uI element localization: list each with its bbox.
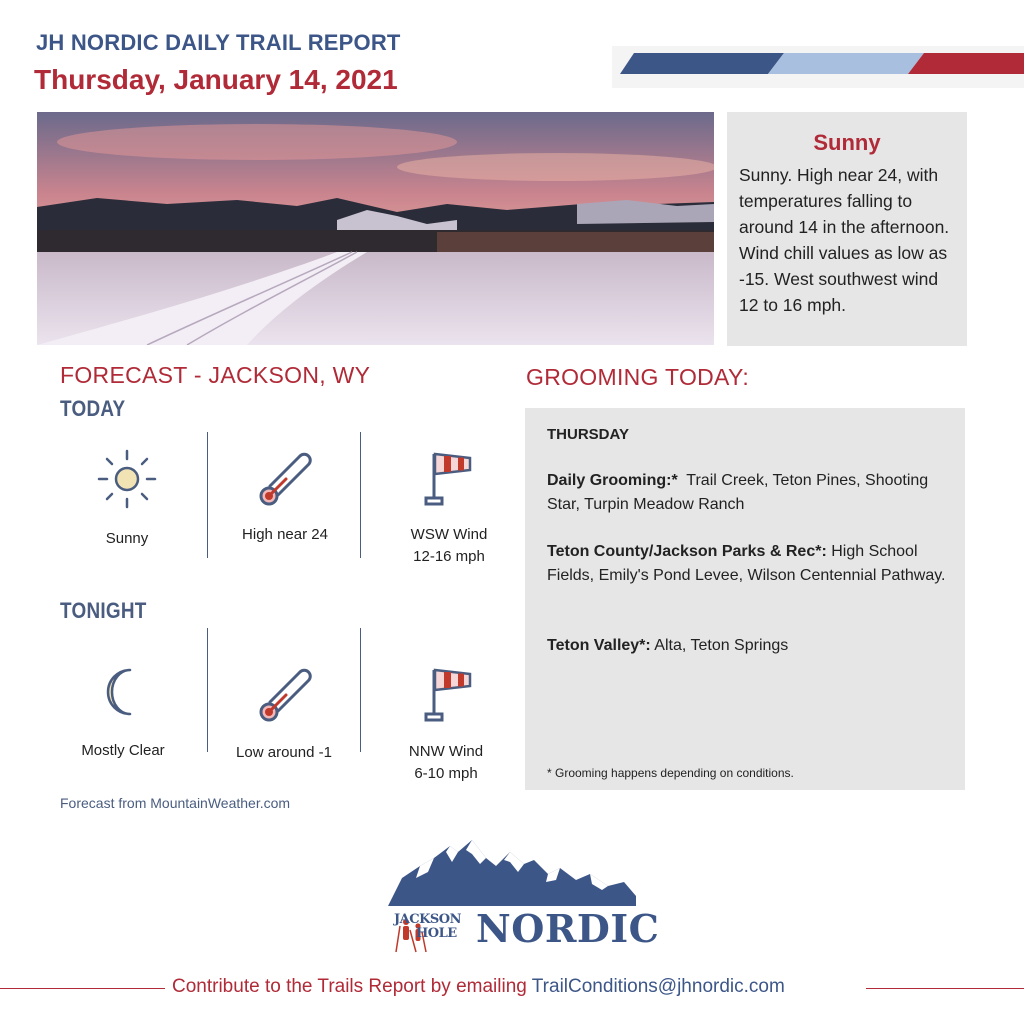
report-title: JH NORDIC DAILY TRAIL REPORT (36, 30, 401, 55)
logo-nordic: NORDIC (476, 906, 660, 951)
today-sky-text: Sunny (105, 530, 149, 547)
moon-icon (102, 666, 146, 723)
today-temp-text: High near 24 (242, 526, 328, 543)
divider (207, 432, 208, 558)
conditions-panel (727, 112, 967, 346)
divider (360, 628, 361, 752)
tonight-sky-text: Mostly Clear (81, 742, 165, 759)
logo-hole: HOLE (416, 926, 457, 941)
divider (360, 432, 361, 558)
thermometer-icon (256, 666, 316, 731)
grooming-entry: Teton County/Jackson Parks & Rec*: High School Fields, Emily's Pond Levee, Wilson Centennial Pathway. (547, 543, 946, 584)
tonight-wind-text: NNW Wind 6-10 mph (408, 743, 484, 782)
today-label: TODAY (60, 396, 126, 421)
conditions-text: Sunny. High near 24, with temperatures falling to around 14 in the afternoon. Wind chill values as low as -15. West southwest wind 12 to 16 mph. (739, 165, 950, 315)
logo-jackson: JACKSON (394, 912, 461, 927)
footer-divider (0, 988, 165, 989)
footer-text: Contribute to the Trails Report by emailing TrailConditions@jhnordic.com (172, 976, 785, 997)
jackson-hole-nordic-logo (388, 838, 660, 958)
conditions-title: Sunny (813, 130, 881, 155)
grooming-title: GROOMING TODAY: (526, 364, 750, 390)
divider (207, 628, 208, 752)
footer-divider (866, 988, 1024, 989)
tonight-temp-text: Low around -1 (236, 744, 332, 761)
decorative-stripes (612, 46, 1024, 88)
windsock-icon (422, 664, 474, 731)
windsock-icon (422, 448, 474, 515)
thermometer-icon (256, 450, 316, 515)
sun-icon (96, 448, 158, 515)
footer-email-link[interactable]: TrailConditions@jhnordic.com (531, 976, 785, 997)
grooming-panel (525, 408, 965, 790)
grooming-day: THURSDAY (547, 426, 629, 443)
forecast-source: Forecast from MountainWeather.com (60, 795, 291, 811)
report-date: Thursday, January 14, 2021 (34, 64, 398, 95)
grooming-note: * Grooming happens depending on conditions. (547, 766, 794, 780)
grooming-entry: Daily Grooming:* Trail Creek, Teton Pines, Shooting Star, Turpin Meadow Ranch (547, 472, 929, 513)
tonight-label: TONIGHT (60, 598, 147, 623)
grooming-entry: Teton Valley*: Alta, Teton Springs (547, 637, 789, 654)
forecast-title: FORECAST - JACKSON, WY (60, 362, 371, 388)
trail-photo (37, 112, 714, 345)
today-wind-text: WSW Wind 12-16 mph (410, 526, 488, 565)
